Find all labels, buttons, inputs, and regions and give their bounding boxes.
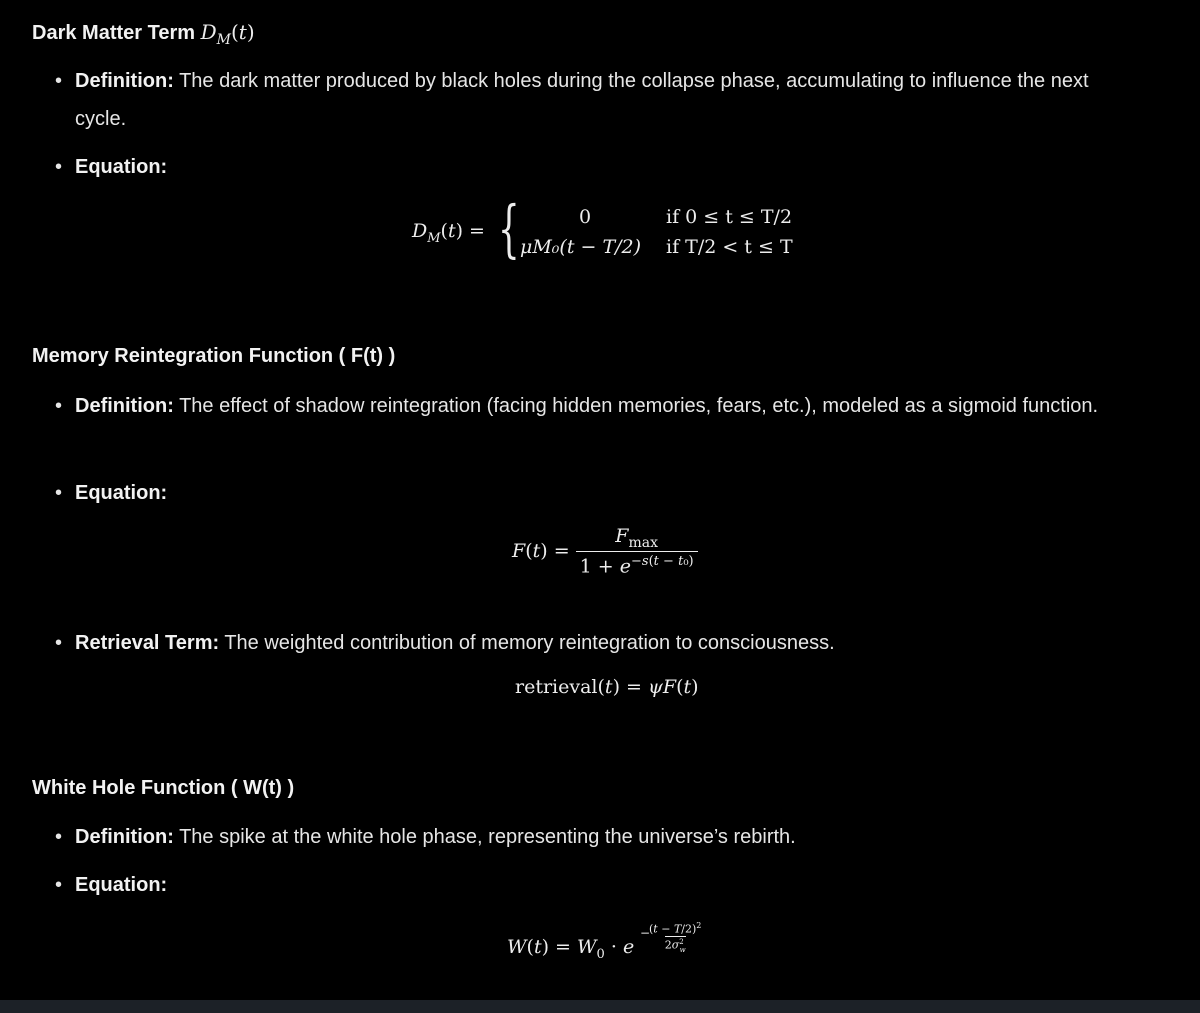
white-hole-equation: $W(t) = W_0 \cdot e$ − $(t - T/2)^2$ $2\sigma^2_w$ xyxy=(507,921,702,962)
retrieval-text: The weighted contribution of memory reintegration to consciousness. xyxy=(224,632,835,654)
memory-definition xyxy=(55,387,1140,425)
case2-value: μM₀(t − T/2) xyxy=(520,236,642,258)
equation-label: Equation: xyxy=(75,156,168,178)
case1-condition: if 0 ≤ t ≤ T/2 xyxy=(666,206,793,228)
dark-matter-definition xyxy=(55,62,1140,138)
definition-text: The effect of shadow reintegration (facing hidden memories, fears, etc.), modeled as a sigmoid function. xyxy=(179,395,1099,417)
case2-condition: if T/2 < t ≤ T xyxy=(666,236,793,258)
definition-label: Definition: xyxy=(75,395,174,417)
definition-label: Definition: xyxy=(75,70,174,92)
memory-heading: Memory Reintegration Function ( F(t) ) xyxy=(32,345,396,367)
retrieval-label: Retrieval Term: xyxy=(75,632,220,654)
retrieval-term xyxy=(55,624,1140,662)
dark-matter-equation-label xyxy=(55,148,1140,186)
definition-text: The spike at the white hole phase, representing the universe’s rebirth. xyxy=(179,826,796,848)
white-hole-heading: White Hole Function ( W(t) ) xyxy=(32,777,295,799)
equation-label: Equation: xyxy=(75,874,168,896)
memory-equation-label xyxy=(55,474,1140,512)
white-hole-definition xyxy=(55,818,1140,856)
equation-label: Equation: xyxy=(75,482,168,504)
dark-matter-heading-text: Dark Matter Term xyxy=(32,22,196,44)
dark-matter-heading-symbol: $D_M(t)$ xyxy=(200,20,255,48)
white-hole-equation-label xyxy=(55,866,1140,904)
definition-text: The dark matter produced by black holes during the collapse phase, accumulating to influence the next cycle. xyxy=(75,70,1089,130)
memory-equation: F(t) = $\frac{F_{max}}{1 + e^{-s(t - t_0)}}$ xyxy=(512,525,698,577)
dark-matter-heading xyxy=(32,20,255,48)
case1-value: 0 xyxy=(579,206,592,228)
retrieval-equation: retrieval(t) = ψF(t) xyxy=(515,676,699,698)
bottom-bar xyxy=(0,1000,1200,1013)
document-page: Dark Matter Term $D_M(t)$ • Definition: The dark matter produced by black holes during the collapse phase, accumulating to influence the next cycle. • Equation: $D_M(t)$ = { 0 if 0 ≤ t ≤ T/2 μM₀(t − T/2) if T/2 < t ≤ T Memory Reintegration Function ( F(t) ) • Definition: The effect of shadow reintegration (facing hidden memories, fears, etc.), modeled as a sigmoid function. • Equation: F(t) = $\frac{F_{max}}{1 + e^{-s(t - t_0)}}$ • Retrieval Term: The weighted contribution of memory reintegration to consciousness. retrieval(t) = ψF(t) White Hole Function ( W(t) ) • Definition: The spike at the white hole phase, representing the universe’s rebirth. • Equation: $W(t) = W_0 \cdot e$ − $(t - T/2)^2$ $2\sigma^2_w$ xyxy=(0,0,1200,1000)
definition-label: Definition: xyxy=(75,826,174,848)
